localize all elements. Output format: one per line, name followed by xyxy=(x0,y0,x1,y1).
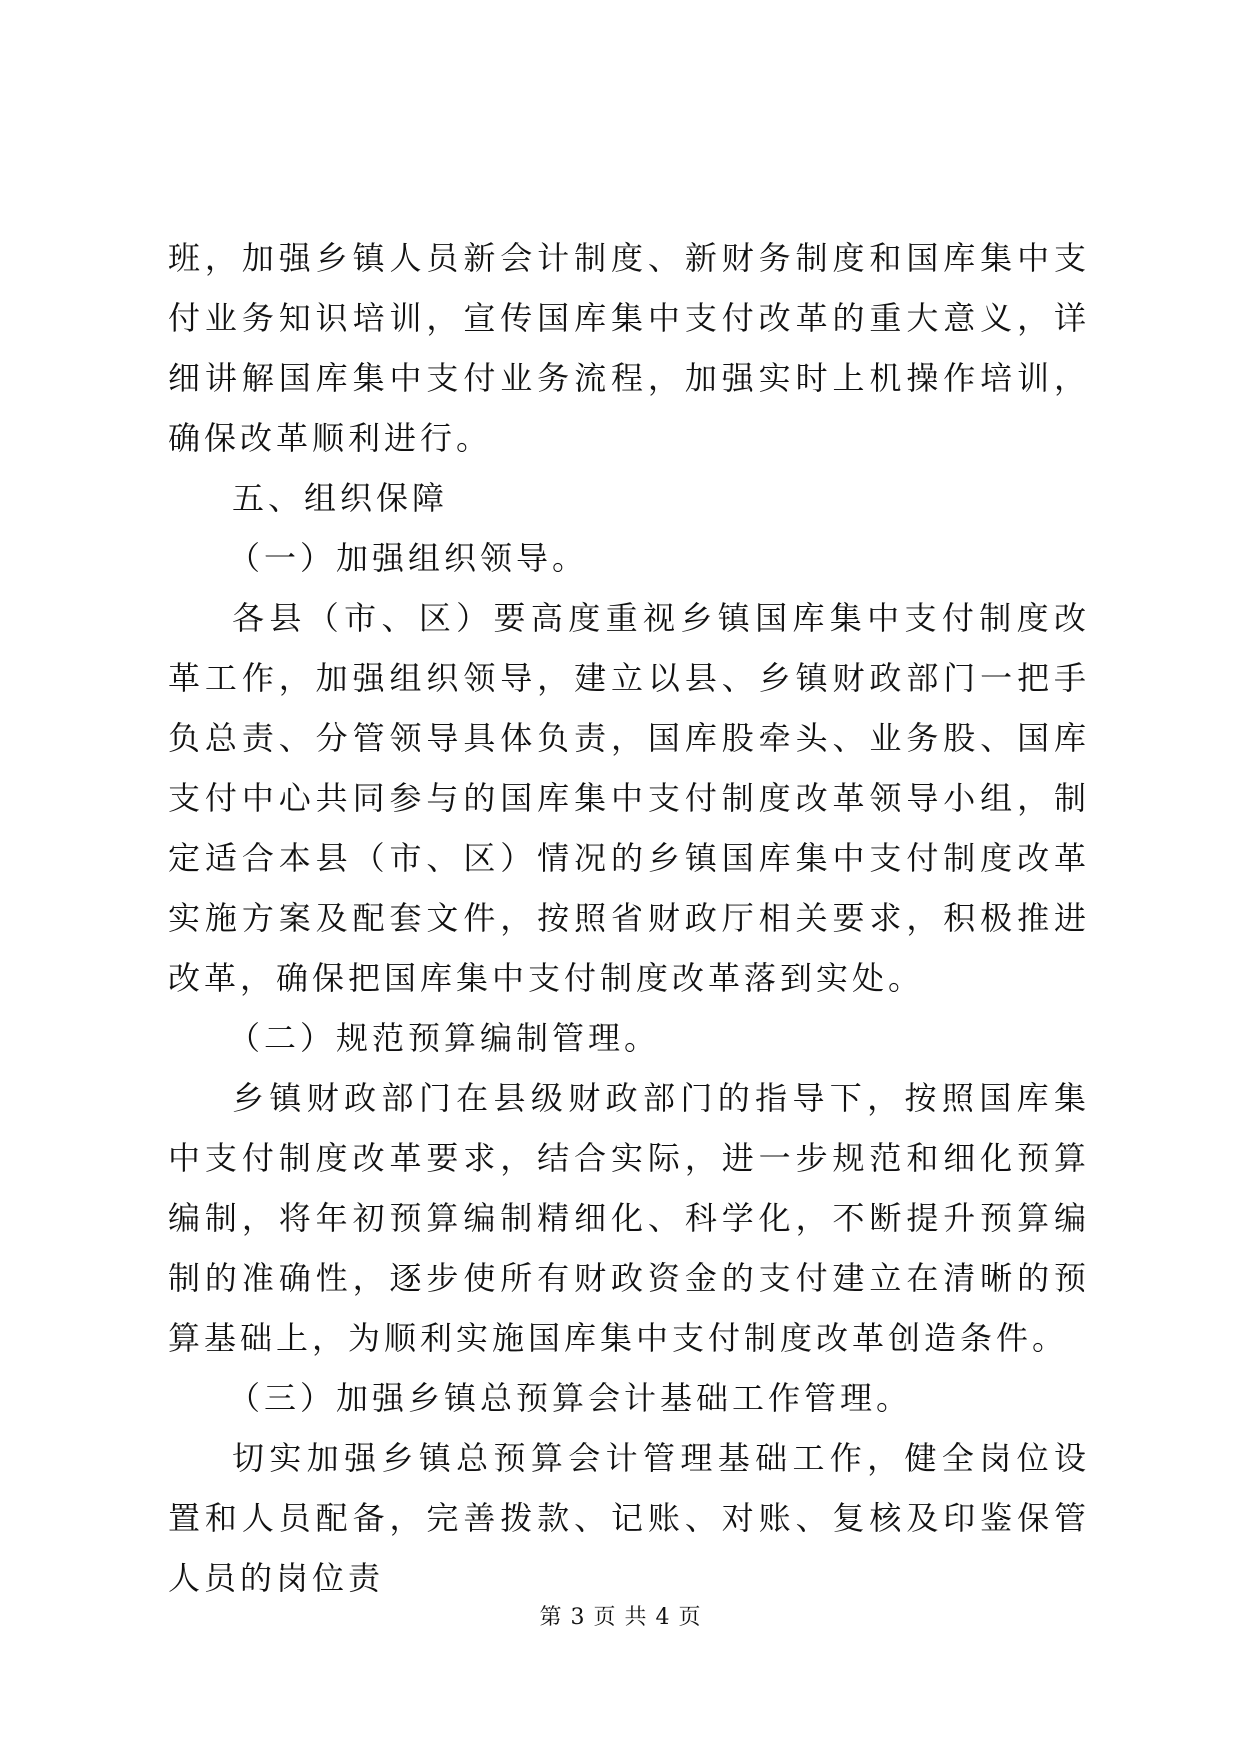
section-heading-organization: 五、组织保障 xyxy=(232,479,449,517)
document-body xyxy=(168,228,1090,1608)
subheading-budget: （二）规范预算编制管理。 xyxy=(228,1019,661,1057)
subheading-leadership: （一）加强组织领导。 xyxy=(228,539,589,577)
paragraph-accounting: 切实加强乡镇总预算会计管理基础工作，健全岗位设置和人员配备，完善拨款、记账、对账、复核及印鉴保管人员的岗位责 xyxy=(168,1439,1090,1597)
paragraph-continuation: 班，加强乡镇人员新会计制度、新财务制度和国库集中支付业务知识培训，宣传国库集中支付改革的重大意义，详细讲解国库集中支付业务流程，加强实时上机操作培训，确保改革顺利进行。 xyxy=(168,239,1090,457)
subheading-accounting: （三）加强乡镇总预算会计基础工作管理。 xyxy=(228,1379,913,1417)
paragraph-leadership: 各县（市、区）要高度重视乡镇国库集中支付制度改革工作，加强组织领导，建立以县、乡镇财政部门一把手负总责、分管领导具体负责，国库股牵头、业务股、国库支付中心共同参与的国库集中支付制度改革领导小组，制定适合本县（市、区）情况的乡镇国库集中支付制度改革实施方案及配套文件，按照省财政厅相关要求，积极推进改革，确保把国库集中支付制度改革落到实处。 xyxy=(168,599,1090,997)
page-number-footer: 第 3 页 共 4 页 xyxy=(539,1605,702,1630)
paragraph-budget: 乡镇财政部门在县级财政部门的指导下，按照国库集中支付制度改革要求，结合实际，进一步规范和细化预算编制，将年初预算编制精细化、科学化，不断提升预算编制的准确性，逐步使所有财政资金的支付建立在清晰的预算基础上，为顺利实施国库集中支付制度改革创造条件。 xyxy=(168,1079,1090,1357)
